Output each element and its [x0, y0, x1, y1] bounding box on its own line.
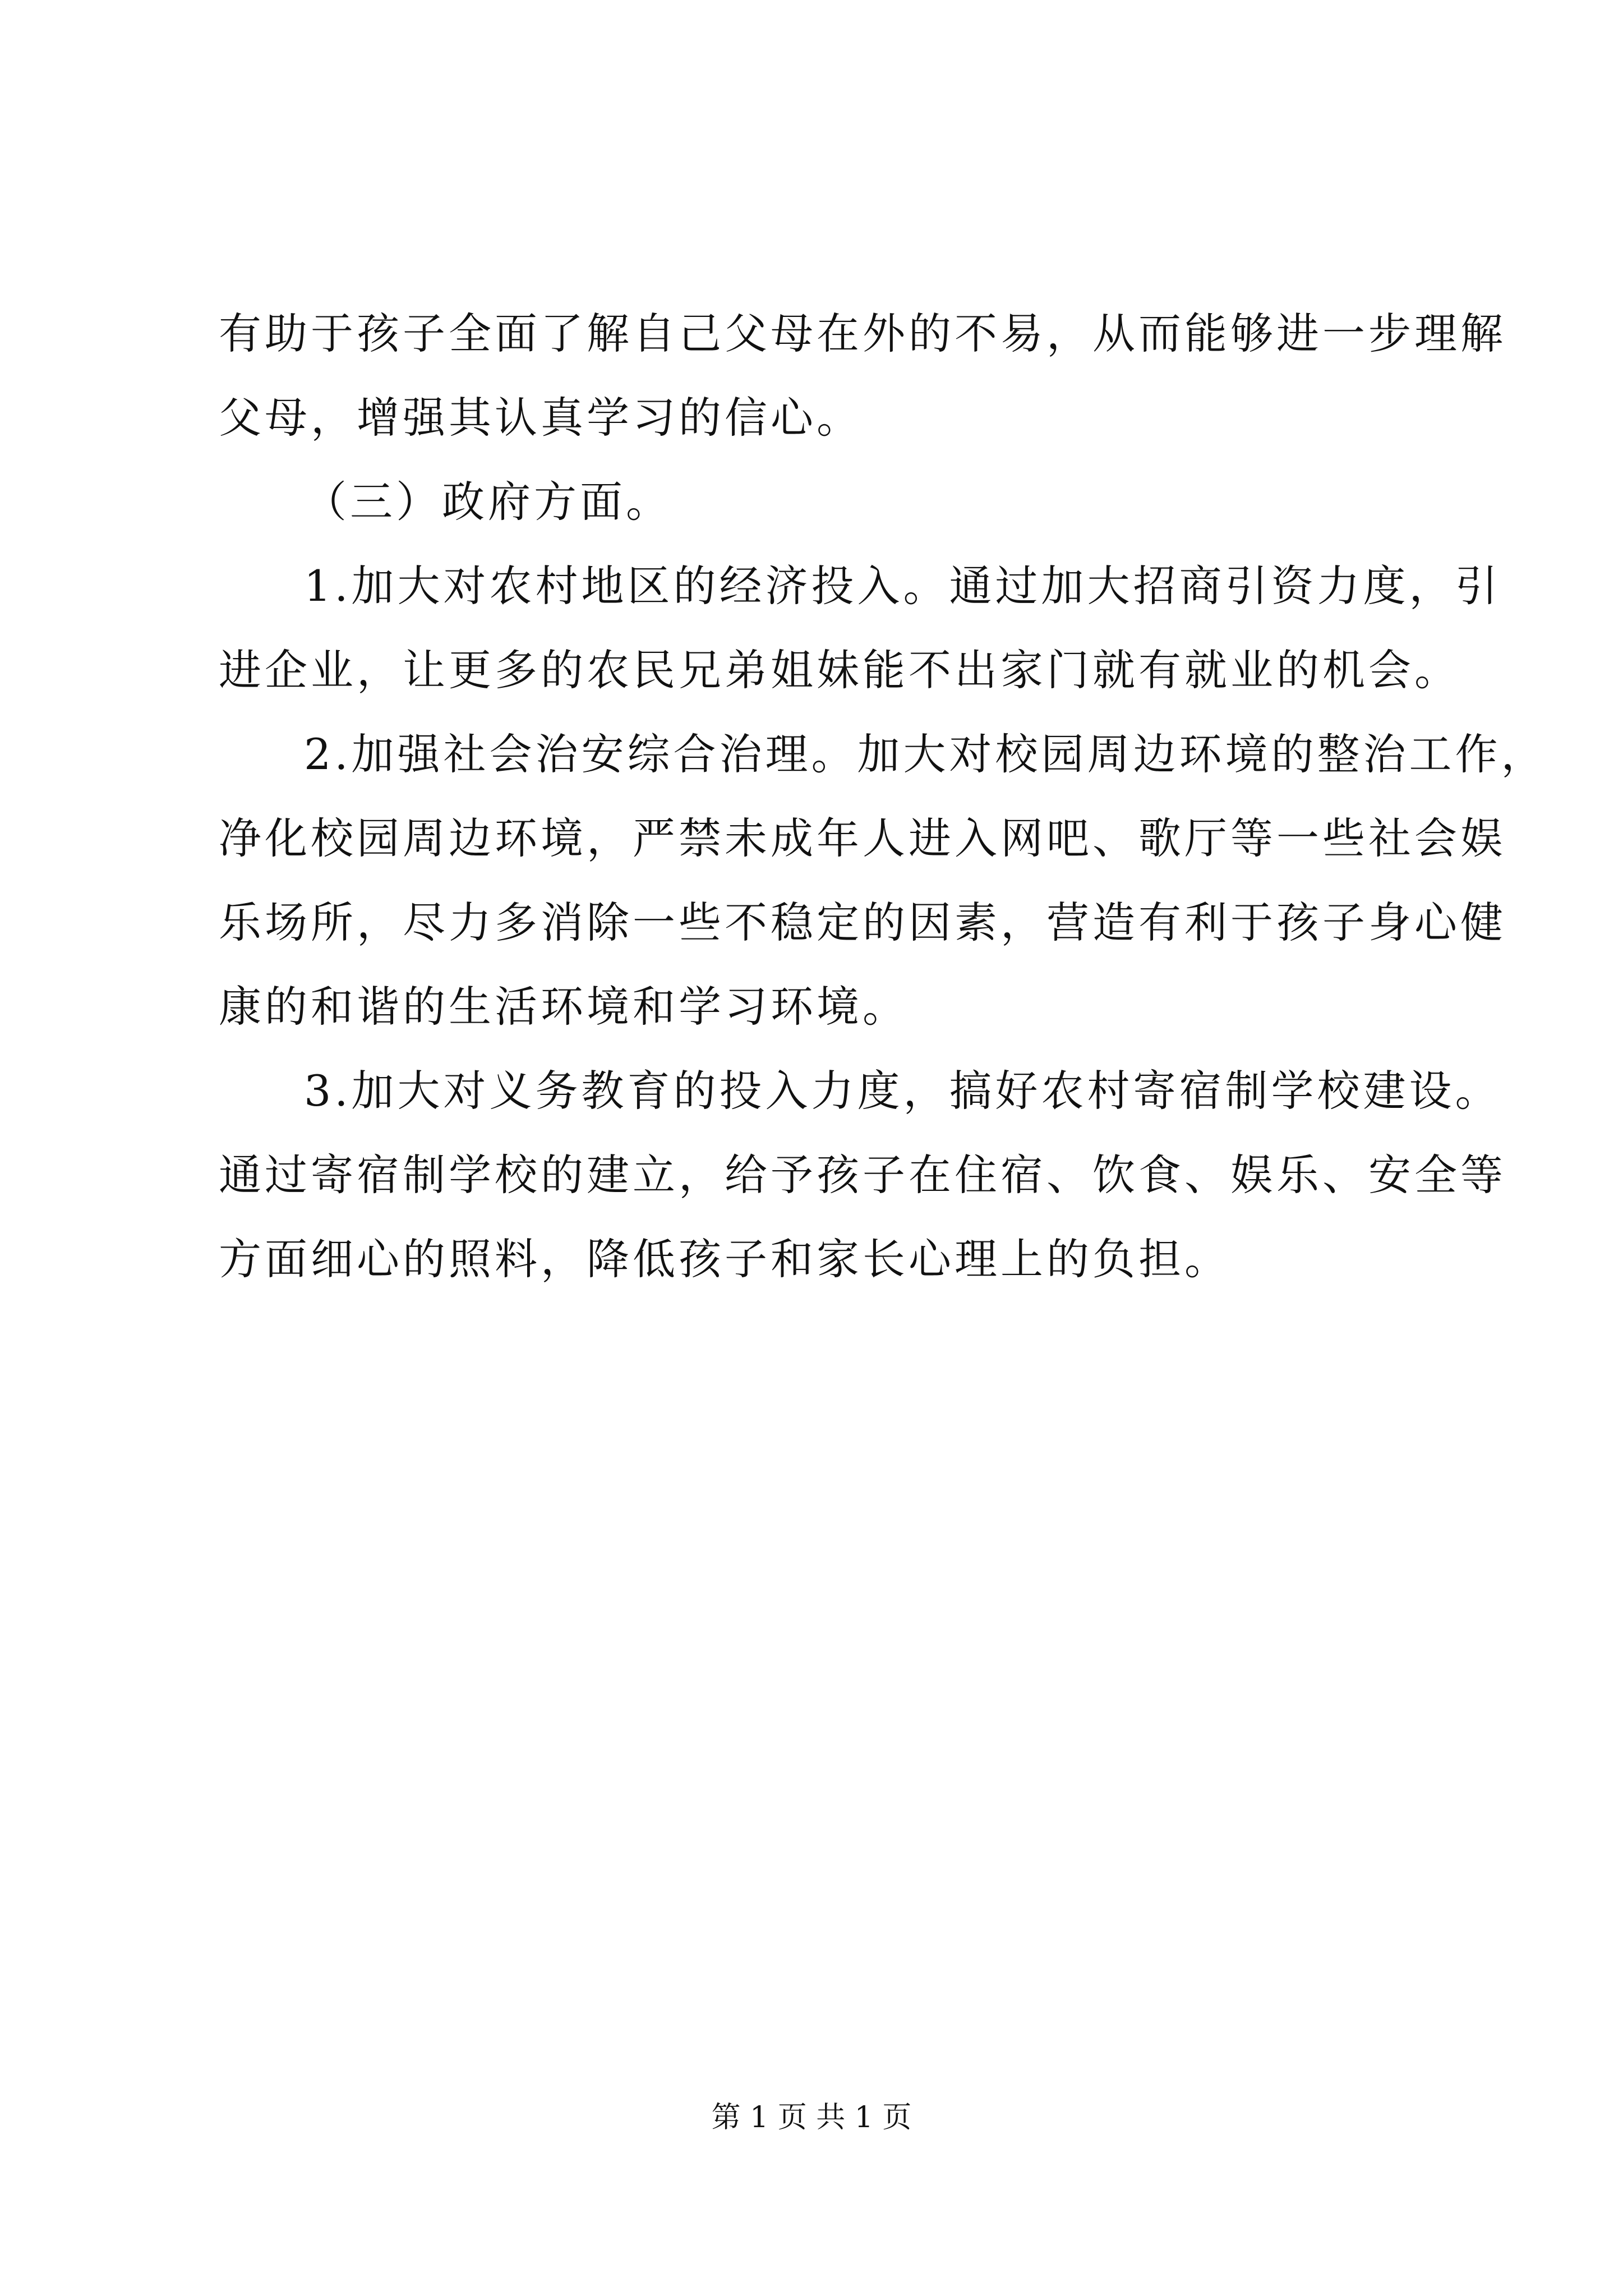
page-footer: 第 1 页 共 1 页	[711, 2101, 912, 2134]
paragraph-line: 进企业，让更多的农民兄弟姐妹能不出家门就有就业的机会。	[219, 645, 1460, 695]
paragraph-line: 净化校园周边环境，严禁未成年人进入网吧、歌厅等一些社会娱	[219, 813, 1506, 863]
paragraph-line: 通过寄宿制学校的建立，给予孩子在住宿、饮食、娱乐、安全等	[219, 1150, 1506, 1200]
paragraph-line: 方面细心的照料，降低孩子和家长心理上的负担。	[219, 1234, 1230, 1284]
paragraph-line: 乐场所，尽力多消除一些不稳定的因素，营造有利于孩子身心健	[219, 898, 1506, 947]
paragraph-line: 2.加强社会治安综合治理。加大对校园周边环境的整治工作，	[304, 729, 1547, 779]
paragraph-line: 有助于孩子全面了解自己父母在外的不易，从而能够进一步理解	[219, 309, 1506, 358]
document-body	[219, 292, 1547, 1301]
paragraph-line: 康的和谐的生活环境和学习环境。	[219, 982, 909, 1032]
paragraph-line: 3.加大对义务教育的投入力度，搞好农村寄宿制学校建设。	[304, 1066, 1501, 1116]
paragraph-line: 1.加大对农村地区的经济投入。通过加大招商引资力度，引	[304, 561, 1501, 611]
section-heading: （三）政府方面。	[304, 477, 672, 527]
paragraph-line: 父母，增强其认真学习的信心。	[219, 393, 863, 443]
